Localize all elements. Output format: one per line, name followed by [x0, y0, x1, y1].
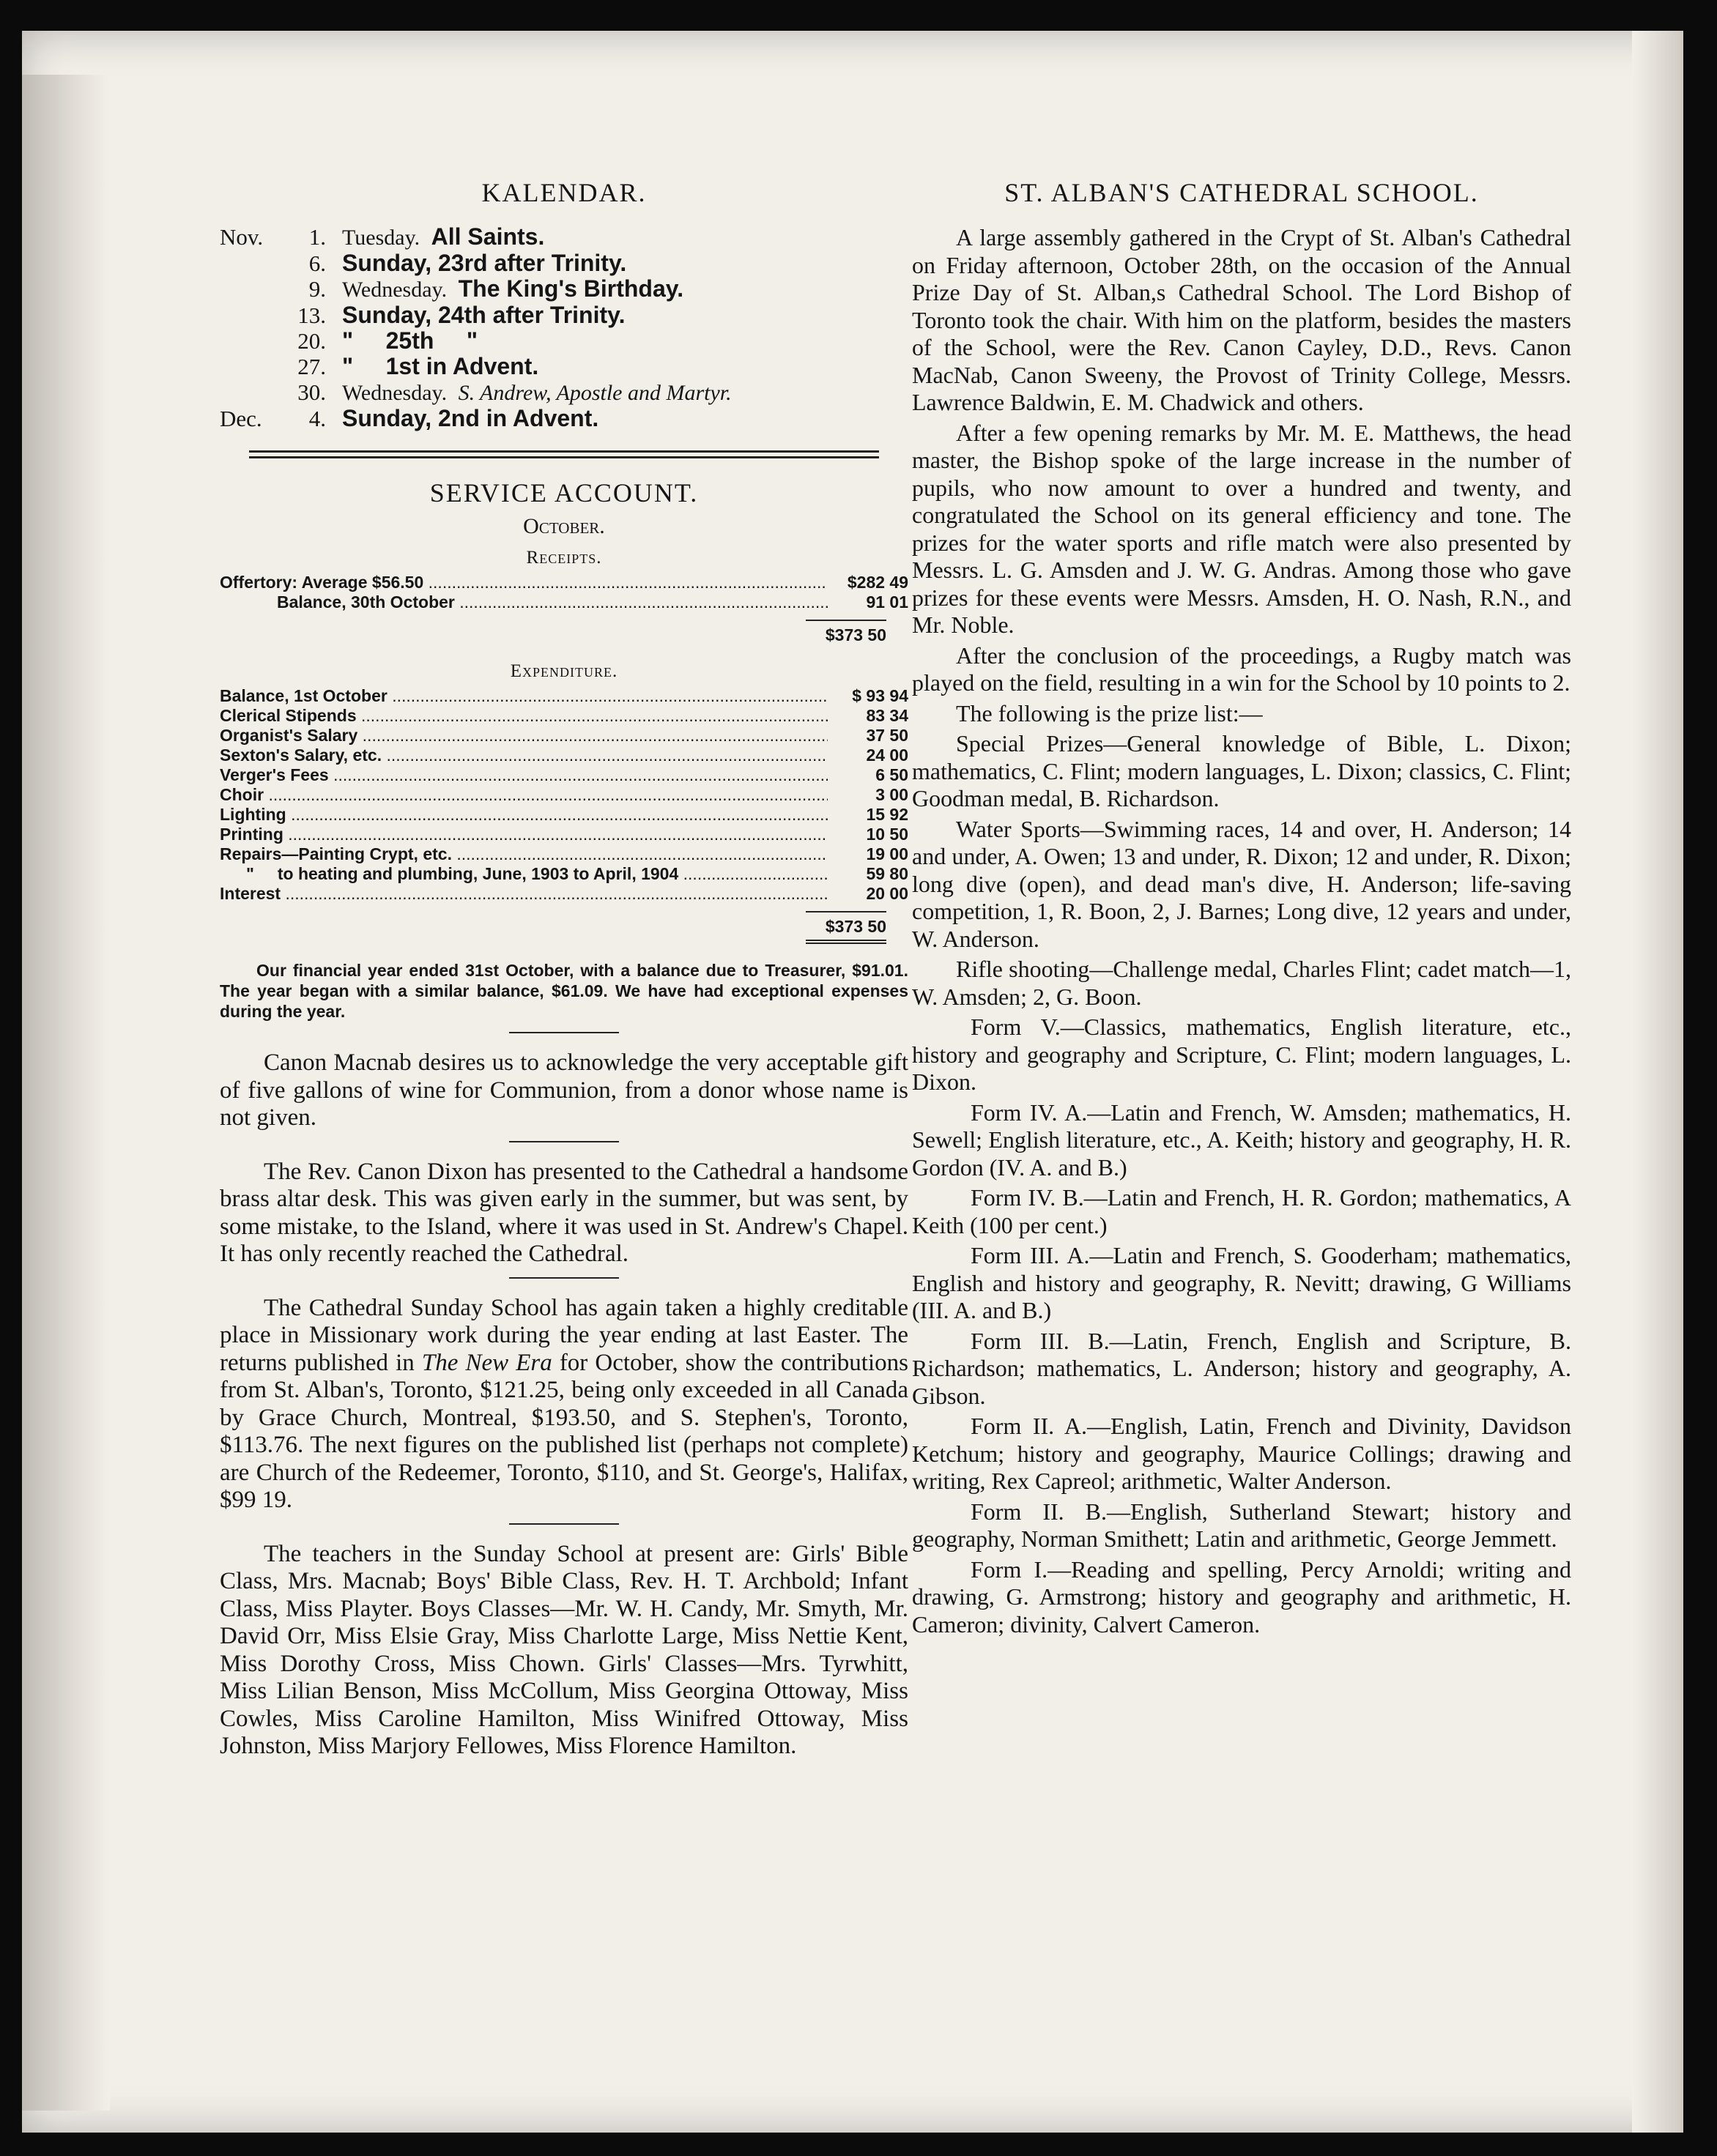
page-shadow: [1632, 31, 1683, 2133]
table-row: [220, 706, 908, 726]
expenditure-label: Choir .....: [220, 785, 828, 805]
double-divider: [249, 450, 879, 458]
expenditure-amount: 59 80: [866, 864, 908, 883]
form-ii-a-prizes: Form II. A.—English, Latin, French and Divinity, Davidson Ketchum; history and geography, Maurice Collings; drawing and writing, Rex Capreol; arithmetic, Walter Anderson.: [912, 1413, 1571, 1494]
receipt-amount: 91 01: [866, 592, 908, 612]
kalendar-event: Sunday, 23rd after Trinity.: [342, 250, 627, 276]
expenditure-label: Clerical Stipends .....: [220, 706, 828, 726]
form-iii-a-prizes: Form III. A.—Latin and French, S. Gooderham; mathematics, English and history and geography, R. Nevitt; drawing, G Williams (III. A. and B.): [912, 1242, 1571, 1323]
kalendar-event: Sunday, 2nd in Advent.: [342, 405, 599, 431]
form-v-prizes: Form V.—Classics, mathematics, English literature, etc., history and geography and Scripture, C. Flint; modern languages, L. Dixon.: [912, 1014, 1571, 1095]
table-row: [220, 765, 908, 785]
school-rugby-paragraph: After the conclusion of the proceedings, a Rugby match was played on the field, resulting in a win for the School by 10 points to 2.: [912, 642, 1571, 696]
kalendar-day: 30.: [297, 379, 326, 405]
kalendar-event: S. Andrew, Apostle and Martyr.: [458, 381, 732, 405]
expenditure-amount: 83 34: [866, 706, 908, 725]
table-row: [220, 726, 908, 746]
kalendar-title: KALENDAR.: [481, 178, 647, 207]
kalendar-day: 20.: [297, 328, 326, 354]
expenditure-total: $373 50: [806, 911, 886, 944]
expenditure-amount: 3 00: [875, 785, 908, 804]
table-row: [220, 686, 908, 706]
receipts-heading: Receipts.: [526, 548, 602, 568]
sunday-school-text-a: The Cathedral Sunday School has again taken a highly creditable place in Missionary work during the year ending at last Easter. The returns published in: [220, 1294, 908, 1376]
kalendar-row: [220, 354, 908, 379]
special-prizes: Special Prizes—General knowledge of Bible, L. Dixon; mathematics, C. Flint; modern languages, L. Dixon; classics, C. Flint; Goodman medal, B. Richardson.: [912, 730, 1571, 811]
kalendar-day: 27.: [297, 354, 326, 379]
table-row: [220, 884, 908, 904]
expenditure-amount: 10 50: [866, 825, 908, 844]
kalendar-row: [220, 379, 908, 406]
kalendar-day: 4.: [308, 406, 326, 431]
kalendar-day: 6.: [308, 250, 326, 276]
receipts-table: [220, 573, 908, 645]
form-iv-b-prizes: Form IV. B.—Latin and French, H. R. Gordon; mathematics, A Keith (100 per cent.): [912, 1184, 1571, 1238]
expenditure-amount: 6 50: [875, 765, 908, 784]
kalendar-day: 9.: [308, 276, 326, 302]
form-iii-b-prizes: Form III. B.—Latin, French, English and Scripture, B. Richardson; mathematics, L. Anderson; history and geography, A. Gibson.: [912, 1327, 1571, 1409]
water-sports: Water Sports—Swimming races, 14 and over, H. Anderson; 14 and under, A. Owen; 13 and under, R. Dixon; 12 and under, R. Dixon; long dive (open), and dead man's dive, H. Anderson; life-saving competition, 1, R. Boon, 2, J. Barnes; Long dive, 12 years and under, W. Anderson.: [912, 815, 1571, 952]
kalendar-row: [220, 302, 908, 328]
kalendar-list: [220, 224, 908, 431]
kalendar-row: [220, 406, 908, 431]
financial-note: Our financial year ended 31st October, with a balance due to Treasurer, $91.01. The year began with a similar balance, $61.09. We have had exceptional expenses during the year.: [220, 961, 908, 1021]
expenditure-label: Lighting .....: [220, 805, 828, 825]
expenditure-label: Interest .....: [220, 884, 828, 904]
kalendar-weekday: Wednesday.: [342, 381, 448, 405]
expenditure-amount: 20 00: [866, 884, 908, 903]
expenditure-amount: 37 50: [866, 726, 908, 745]
table-row: [220, 592, 908, 612]
expenditure-label: " to heating and plumbing, June, 1903 to April, 1904 .....: [246, 864, 828, 884]
divider: [509, 1032, 619, 1033]
right-column: [912, 177, 1571, 1641]
new-era-title: The New Era: [421, 1349, 552, 1376]
sunday-school-paragraph: [220, 1295, 908, 1514]
kalendar-event: " 25th ": [342, 327, 478, 354]
school-bishop-paragraph: After a few opening remarks by Mr. M. E. Matthews, the head master, the Bishop spoke of the large increase in the number of pupils, who now amount to over a hundred and twenty, and congratulated the School on its general efficiency and tone. The prizes for the water sports and rifle match were also presented by Messrs. L. G. Amsden and J. W. G. Andras. Among those who gave prizes for these events were Messrs. Amsden, H. O. Nash, R.N., and Mr. Noble.: [912, 419, 1571, 638]
kalendar-weekday: Tuesday.: [342, 226, 420, 250]
binding-edge: [22, 75, 110, 2111]
service-account-title: SERVICE ACCOUNT.: [429, 478, 699, 508]
kalendar-event: The King's Birthday.: [458, 275, 684, 302]
table-row: [220, 573, 908, 592]
kalendar-row: [220, 328, 908, 354]
kalendar-row: [220, 276, 908, 302]
kalendar-month: Dec.: [220, 406, 262, 431]
table-row: [220, 746, 908, 765]
receipts-total: $373 50: [806, 620, 886, 645]
service-account-month: October.: [523, 514, 605, 538]
kalendar-event: All Saints.: [431, 223, 545, 250]
prize-list-intro: The following is the prize list:—: [956, 699, 1263, 726]
left-column: [220, 177, 908, 1766]
kalendar-day: 1.: [308, 224, 326, 250]
receipt-label: Balance, 30th October .....: [277, 592, 828, 612]
kalendar-row: [220, 224, 908, 250]
kalendar-event: Sunday, 24th after Trinity.: [342, 302, 626, 328]
table-row: [220, 844, 908, 864]
school-intro-paragraph: A large assembly gathered in the Crypt of St. Alban's Cathedral on Friday afternoon, October 28th, on the occasion of the Annual Prize Day of St. Alban,s Cathedral School. The Lord Bishop of Toronto took the chair. With him on the platform, besides the masters of the School, were the Rev. Canon Cayley, D.D., Revs. Canon MacNab, Canon Sweeny, the Provost of Trinity College, Messrs. Lawrence Baldwin, E. M. Chadwick and others.: [912, 224, 1571, 415]
expenditure-amount: 15 92: [866, 805, 908, 824]
rifle-shooting: Rifle shooting—Challenge medal, Charles Flint; cadet match—1, W. Amsden; 2, G. Boon.: [912, 956, 1571, 1010]
receipt-amount: $282 49: [847, 573, 908, 592]
expenditure-label: Repairs—Painting Crypt, etc. .....: [220, 844, 828, 864]
kalendar-day: 13.: [297, 302, 326, 328]
expenditure-amount: $ 93 94: [852, 686, 908, 705]
wine-paragraph: Canon Macnab desires us to acknowledge the very acceptable gift of five gallons of wine for Communion, from a donor whose name is not given.: [220, 1049, 908, 1131]
divider: [509, 1523, 619, 1525]
kalendar-row: [220, 250, 908, 276]
expenditure-label: Organist's Salary .....: [220, 726, 828, 746]
form-i-prizes: Form I.—Reading and spelling, Percy Arnoldi; writing and drawing, G. Armstrong; history and geography and arithmetic, H. Cameron; divinity, Calvert Cameron.: [912, 1555, 1571, 1638]
expenditure-amount: 19 00: [866, 844, 908, 863]
school-title: ST. ALBAN'S CATHEDRAL SCHOOL.: [1004, 178, 1479, 207]
teachers-paragraph: The teachers in the Sunday School at present are: Girls' Bible Class, Mrs. Macnab; Boys' Bible Class, Rev. H. T. Archbold; Infant Class, Miss Playter. Boys Classes—Mr. W. H. Candy, Mr. Smyth, Mr. David Orr, Miss Elsie Gray, Miss Charlotte Large, Miss Nettie Kent, Miss Dorothy Cross, Miss Chown. Girls' Classes—Mrs. Tyrwhitt, Miss Lilian Benson, Miss McCollum, Miss Georgina Ottoway, Miss Cowles, Miss Caroline Hamilton, Miss Winifred Ottoway, Miss Johnston, Miss Marjory Fellowes, Miss Florence Hamilton.: [220, 1540, 908, 1759]
kalendar-weekday: Wednesday.: [342, 278, 448, 302]
table-row: [220, 805, 908, 825]
form-ii-b-prizes: Form II. B.—English, Sutherland Stewart; history and geography, Norman Smithett; Latin and arithmetic, George Jemmett.: [912, 1498, 1571, 1552]
sunday-school-text-b: for October, show the contributions from St. Alban's, Toronto, $121.25, being only exceeded in all Canada by Grace Church, Montreal, $193.50, and S. Stephen's, Toronto, $113.76. The next figures on the published list (perhaps not complete) are Church of the Redeemer, Toronto, $110, and St. George's, Halifax, $99 19.: [220, 1349, 908, 1513]
altar-desk-paragraph: The Rev. Canon Dixon has presented to the Cathedral a handsome brass altar desk. This was given early in the summer, but was sent, by some mistake, to the Island, where it was used in St. Andrew's Chapel. It has only recently reached the Cathedral.: [220, 1158, 908, 1267]
expenditure-label: Verger's Fees .....: [220, 765, 828, 785]
kalendar-event: " 1st in Advent.: [342, 353, 539, 379]
expenditure-heading: Expenditure.: [510, 661, 618, 681]
expenditure-label: Balance, 1st October .....: [220, 686, 828, 706]
table-row: [220, 825, 908, 844]
form-iv-a-prizes: Form IV. A.—Latin and French, W. Amsden; mathematics, H. Sewell; English literature, etc., A. Keith; history and geography, H. R. Gordon (IV. A. and B.): [912, 1099, 1571, 1181]
table-row: [220, 785, 908, 805]
expenditure-amount: 24 00: [866, 746, 908, 765]
table-row: [220, 864, 908, 884]
kalendar-month: Nov.: [220, 224, 264, 250]
expenditure-label: Printing .....: [220, 825, 828, 844]
expenditure-table: [220, 686, 908, 944]
divider: [509, 1141, 619, 1142]
divider: [509, 1277, 619, 1279]
receipt-label: Offertory: Average $56.50 .....: [220, 573, 828, 592]
expenditure-label: Sexton's Salary, etc. .....: [220, 746, 828, 765]
document-page: [22, 31, 1683, 2133]
